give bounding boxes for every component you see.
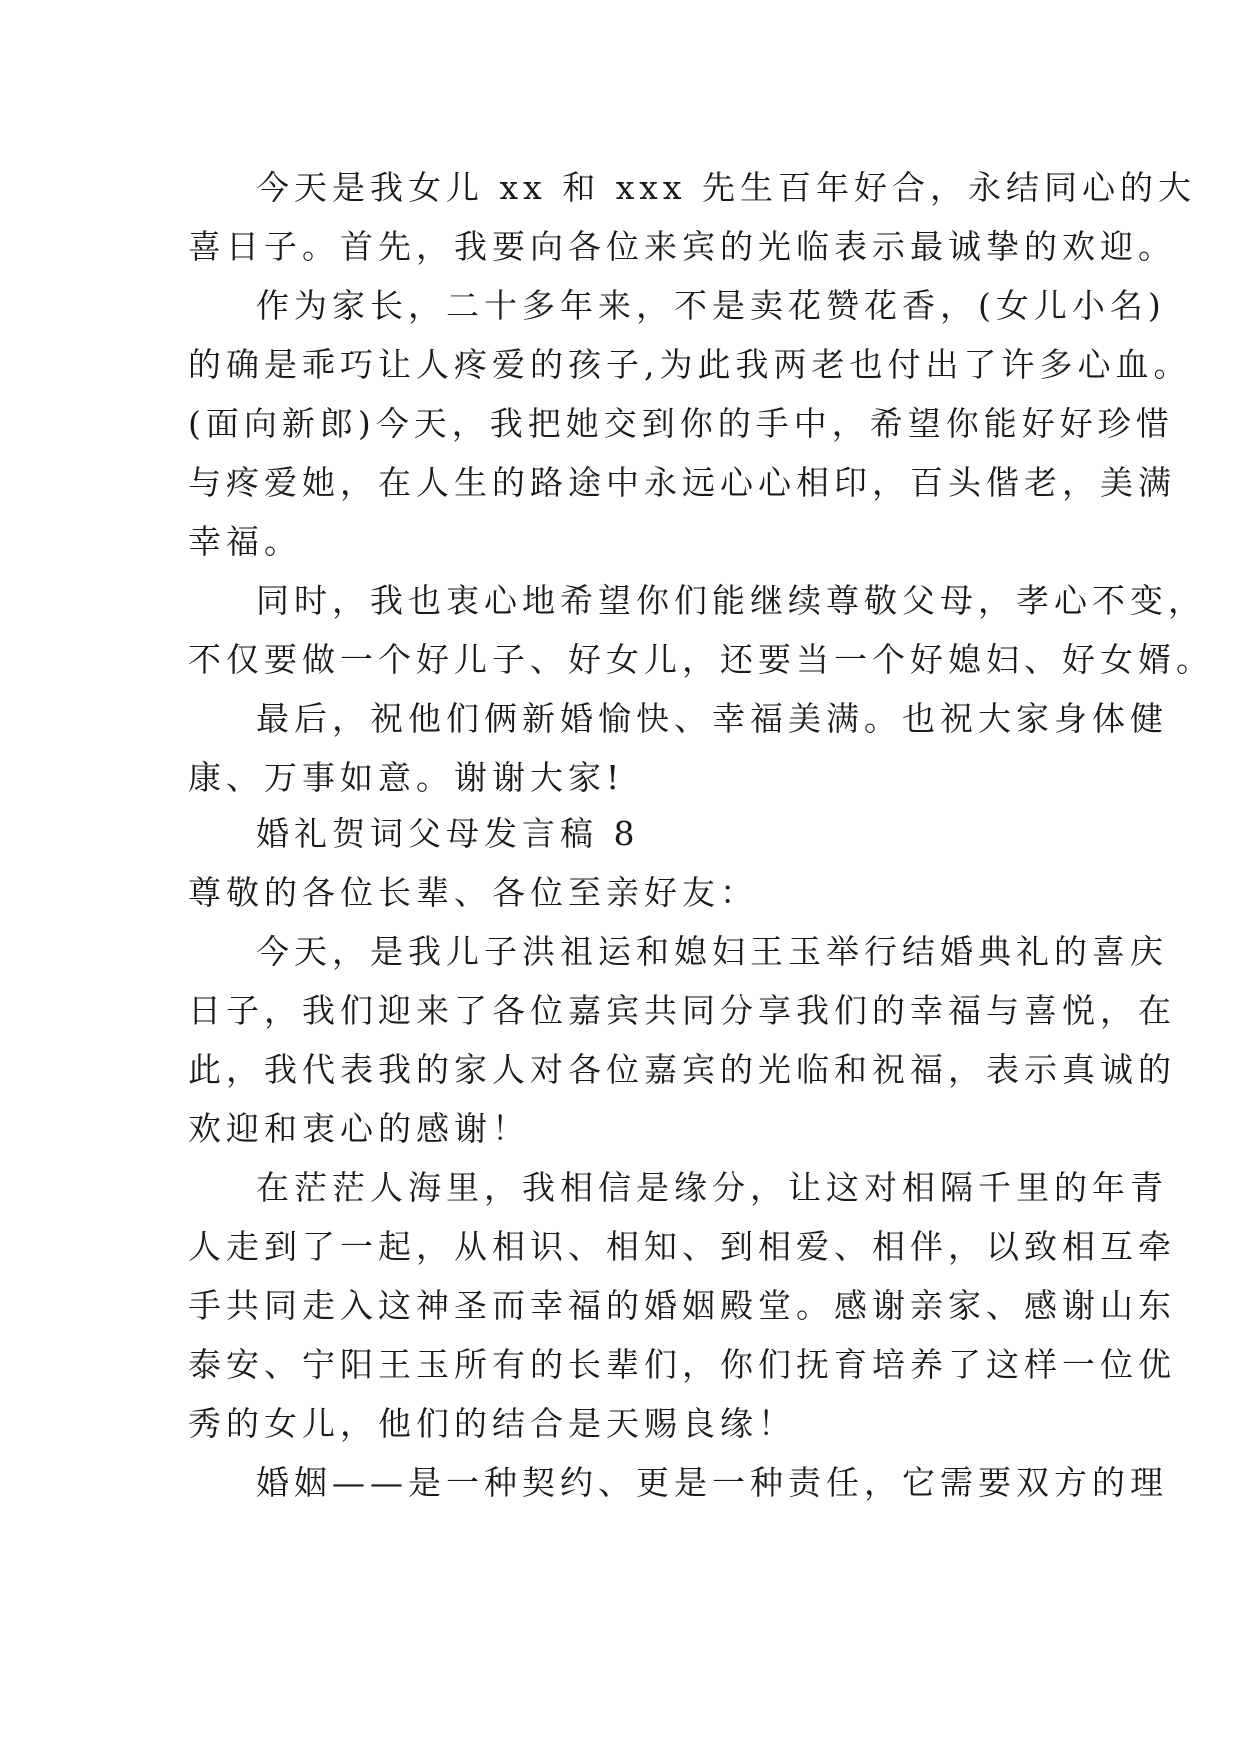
paragraph-line: 婚姻——是一种契约、更是一种责任，它需要双方的理 bbox=[256, 1463, 1168, 1502]
paragraph-line: 最后，祝他们俩新婚愉快、幸福美满。也祝大家身体健 bbox=[256, 699, 1168, 738]
paragraph-line: (面向新郎)今天，我把她交到你的手中，希望你能好好珍惜 bbox=[188, 404, 1174, 443]
salutation: 尊敬的各位长辈、各位至亲好友： bbox=[188, 873, 758, 912]
paragraph-line: 作为家长，二十多年来，不是卖花赞花香，(女儿小名) bbox=[256, 286, 1166, 325]
paragraph-line: 不仅要做一个好儿子、好女儿，还要当一个好媳妇、好女婿。 bbox=[188, 640, 1214, 679]
paragraph-line: 此，我代表我的家人对各位嘉宾的光临和祝福，表示真诚的 bbox=[188, 1050, 1176, 1089]
paragraph-line: 在茫茫人海里，我相信是缘分，让这对相隔千里的年青 bbox=[256, 1168, 1168, 1207]
paragraph-line: 日子，我们迎来了各位嘉宾共同分享我们的幸福与喜悦，在 bbox=[188, 991, 1176, 1030]
paragraph-line: 手共同走入这神圣而幸福的婚姻殿堂。感谢亲家、感谢山东 bbox=[188, 1286, 1176, 1325]
paragraph-line: 泰安、宁阳王玉所有的长辈们，你们抚育培养了这样一位优 bbox=[188, 1345, 1176, 1384]
paragraph-line: 康、万事如意。谢谢大家! bbox=[188, 758, 625, 797]
section-heading: 婚礼贺词父母发言稿 8 bbox=[256, 814, 640, 853]
paragraph-line: 同时，我也衷心地希望你们能继续尊敬父母，孝心不变， bbox=[256, 581, 1206, 620]
paragraph-line: 幸福。 bbox=[188, 522, 302, 561]
paragraph-line: 秀的女儿，他们的结合是天赐良缘！ bbox=[188, 1404, 796, 1443]
paragraph-line: 人走到了一起，从相识、相知、到相爱、相伴，以致相互牵 bbox=[188, 1227, 1176, 1266]
paragraph-line: 欢迎和衷心的感谢！ bbox=[188, 1109, 530, 1148]
speech-section-1 bbox=[188, 158, 1214, 807]
paragraph-line: 今天是我女儿 xx 和 xxx 先生百年好合，永结同心的大 bbox=[256, 168, 1197, 207]
paragraph-line: 与疼爱她，在人生的路途中永远心心相印，百头偕老，美满 bbox=[188, 463, 1176, 502]
speech-section-2 bbox=[188, 804, 1176, 1512]
paragraph-line: 今天，是我儿子洪祖运和媳妇王玉举行结婚典礼的喜庆 bbox=[256, 932, 1168, 971]
paragraph-line: 的确是乖巧让人疼爱的孩子,为此我两老也付出了许多心血。 bbox=[188, 345, 1192, 384]
paragraph-line: 喜日子。首先，我要向各位来宾的光临表示最诚挚的欢迎。 bbox=[188, 227, 1176, 266]
